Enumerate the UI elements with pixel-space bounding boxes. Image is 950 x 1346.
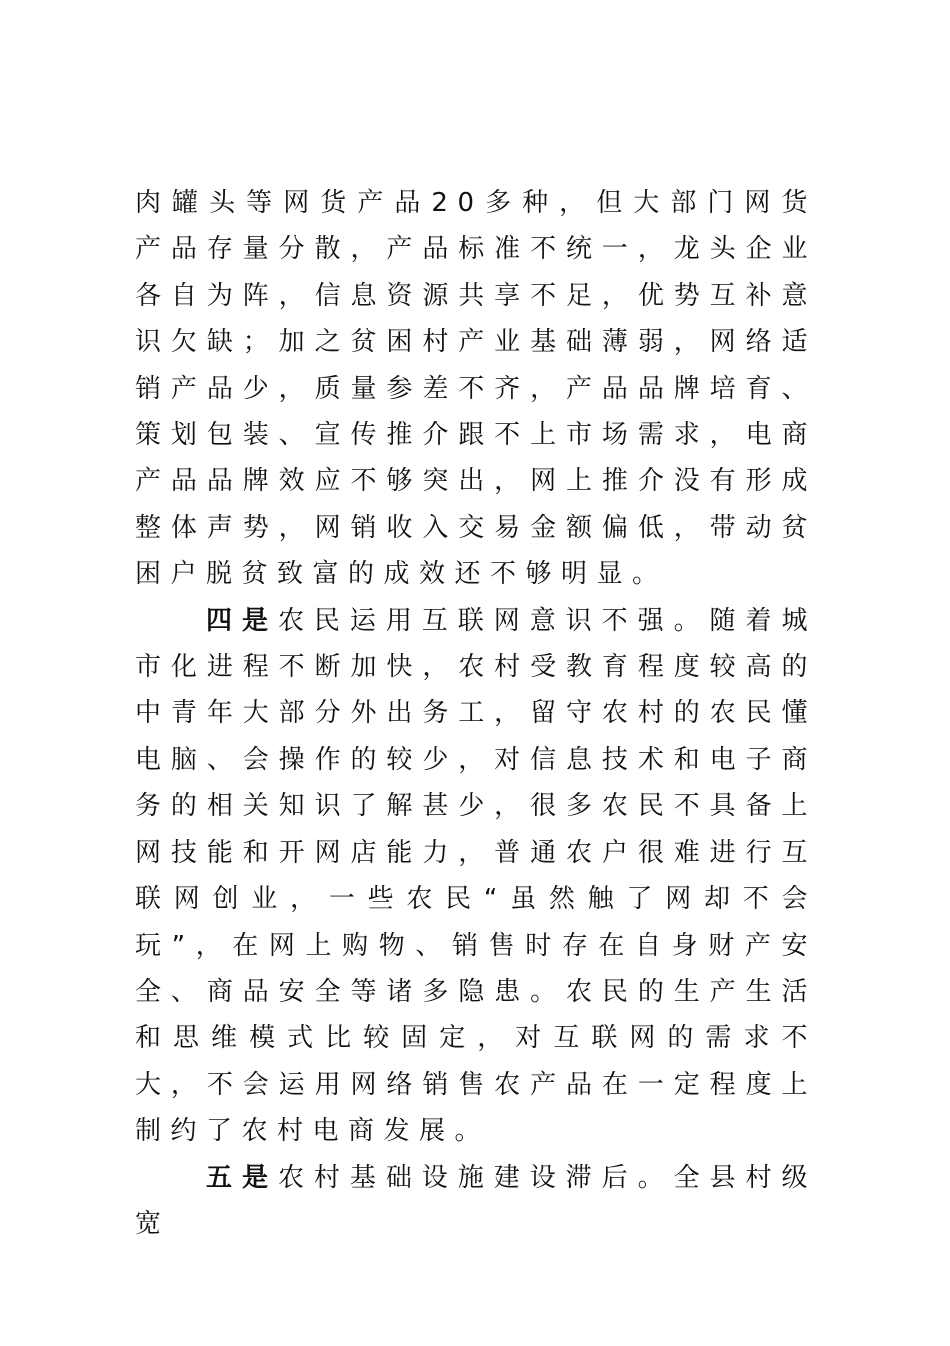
- paragraph-text: 肉罐头等网货产品20多种，但大部门网货产品存量分散，产品标准不统一，龙头企业各自为阵，信息资源共享不足，优势互补意识欠缺；加之贫困村产业基础薄弱，网络适销产品少，质量参差不齐，产品品牌培育、策划包装、宣传推介跟不上市场需求，电商产品品牌效应不够突出，网上推介没有形成整体声势，网销收入交易金额偏低，带动贫困户脱贫致富的成效还不够明显。: [135, 188, 817, 590]
- paragraph-point-four: [135, 598, 817, 1155]
- body-text: [135, 180, 817, 1247]
- paragraph-text: 农民运用互联网意识不强。随着城市化进程不断加快，农村受教育程度较高的中青年大部分外出务工，留守农村的农民懂电脑、会操作的较少，对信息技术和电子商务的相关知识了解甚少，很多农民不具备上网技能和开网店能力，普通农户很难进行互联网创业，一些农民“虽然触了网却不会玩”，在网上购物、销售时存在自身财产安全、商品安全等诸多隐患。农民的生产生活和思维模式比较固定，对互联网的需求不大，不会运用网络销售农产品在一定程度上制约了农村电商发展。: [135, 605, 817, 1147]
- paragraph-continuation: [135, 180, 817, 598]
- paragraph-lead: 四是: [206, 605, 278, 636]
- paragraph-text: 农村基础设施建设滞后。全县村级宽: [135, 1162, 817, 1239]
- paragraph-point-five: [135, 1155, 817, 1248]
- paragraph-lead: 五是: [206, 1162, 278, 1193]
